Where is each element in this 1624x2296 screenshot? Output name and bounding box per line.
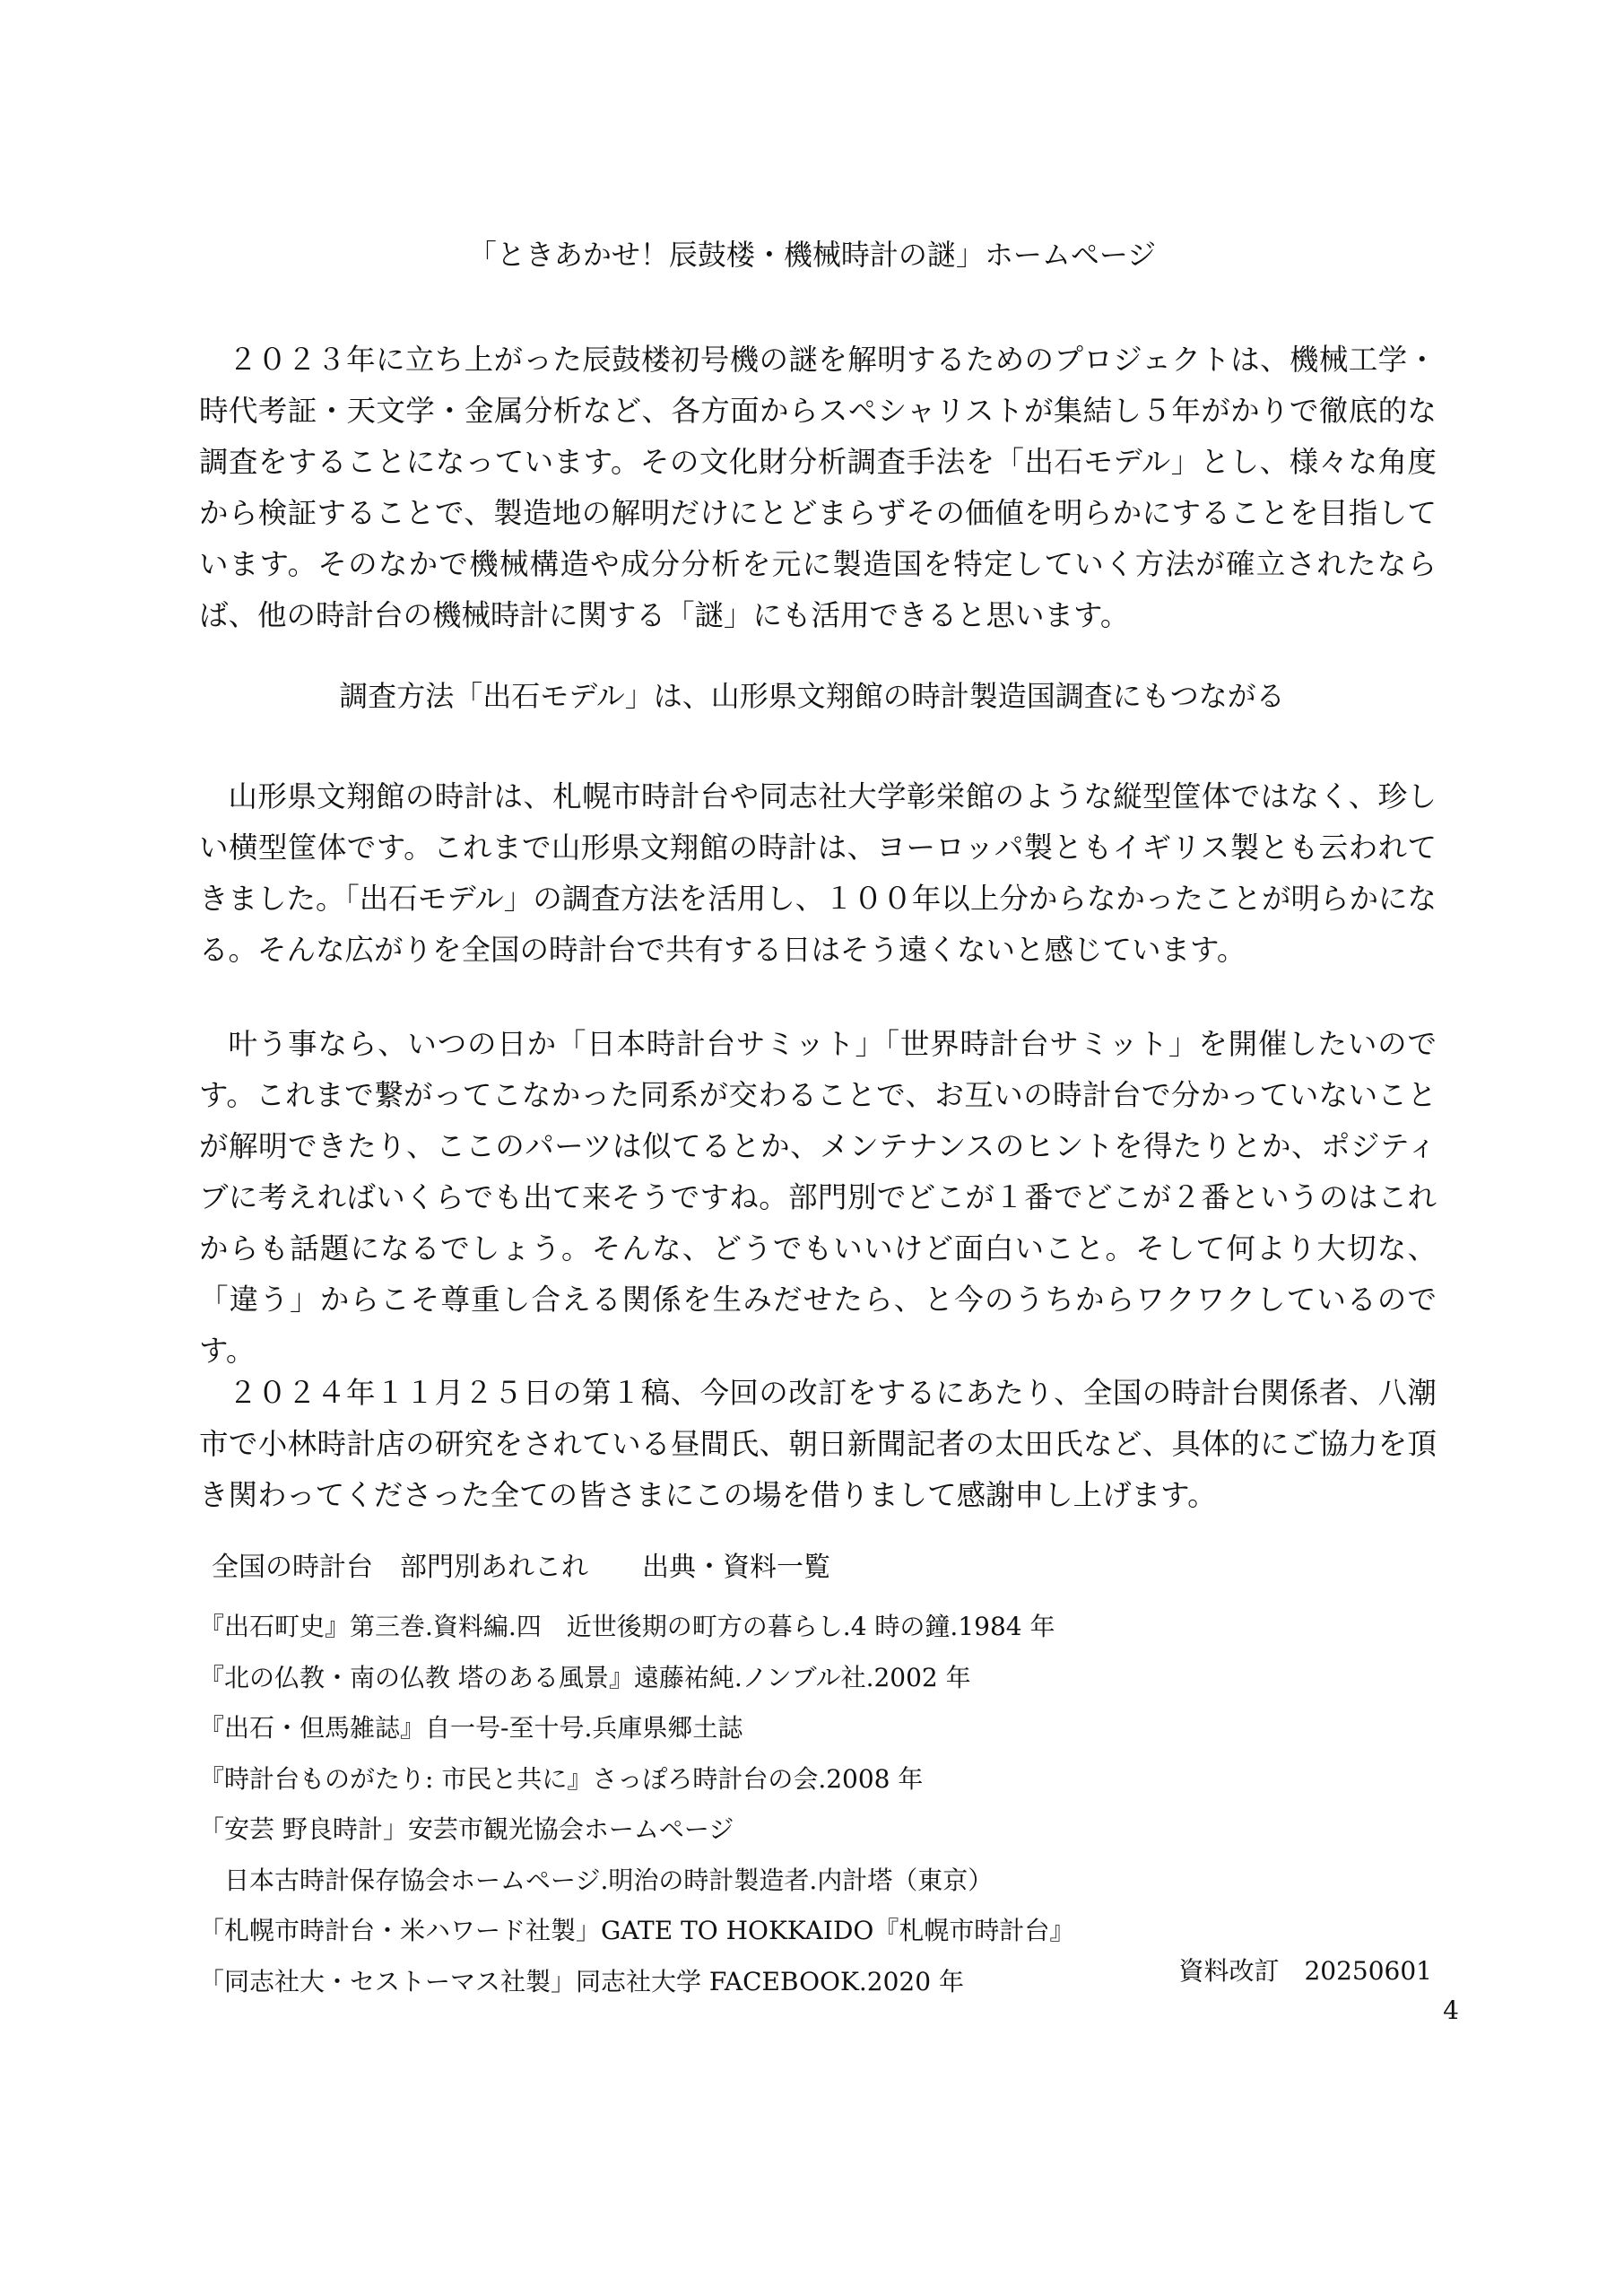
reference-item: 『時計台ものがたり: 市民と共に』さっぽろ時計台の会.2008 年	[199, 1763, 924, 1794]
section-heading: 調査方法「出石モデル」は、山形県文翔館の時計製造国調査にもつながる	[339, 679, 1285, 713]
reference-item: 「安芸 野良時計」安芸市観光協会ホームページ	[199, 1814, 734, 1844]
intro-paragraph: ２０２３年に立ち上がった辰鼓楼初号機の謎を解明するためのプロジェクトは、機械工学・時代考証・天文学・金属分析など、各方面からスペシャリストが集結し５年がかりで徹底的な調査をすることになっています。その文化財分析調査手法を「出石モデル」とし、様々な角度から検証することで、製造地の解明だけにとどまらずその価値を明らかにすることを目指しています。そのなかで機械構造や成分分析を元に製造国を特定していく方法が確立されたならば、他の時計台の機械時計に関する「謎」にも活用できると思います。	[199, 343, 1437, 632]
references-title: 全国の時計台 部門別あれこれ 出典・資料一覧	[212, 1552, 830, 1583]
references-list	[199, 1602, 1455, 2007]
paragraph-acknowledgements: ２０２４年１１月２５日の第１稿、今回の改訂をするにあたり、全国の時計台関係者、八潮市で小林時計店の研究をされている昼間氏、朝日新聞記者の太田氏など、具体的にご協力を頂き関わってくださった全ての皆さまにこの場を借りまして感謝申し上げます。	[199, 1376, 1437, 1512]
reference-item: 『出石町史』第三巻.資料編.四 近世後期の町方の暮らし.4 時の鐘.1984 年	[199, 1612, 1055, 1641]
reference-item: 日本古時計保存協会ホームページ.明治の時計製造者.内計塔（東京）	[199, 1865, 994, 1895]
reference-item: 『北の仏教・南の仏教 塔のある風景』遠藤祐純.ノンブル社.2002 年	[199, 1662, 971, 1692]
paragraph-shoukan: 山形県文翔館の時計は、札幌市時計台や同志社大学彰栄館のような縦型筐体ではなく、珍しい横型筐体です。これまで山形県文翔館の時計は、ヨーロッパ製ともイギリス製とも云われてきました。「出石モデル」の調査方法を活用し、１００年以上分からなかったことが明らかになる。そんな広がりを全国の時計台で共有する日はそう遠くないと感じています。	[199, 779, 1437, 967]
reference-item: 「札幌市時計台・米ハワード社製」GATE TO HOKKAIDO『札幌市時計台』	[199, 1916, 1075, 1945]
revision-date: 資料改訂 20250601	[1178, 1956, 1432, 1986]
reference-item: 『出石・但馬雑誌』自一号-至十号.兵庫県郷土誌	[199, 1713, 743, 1743]
reference-item: 「同志社大・セストーマス社製」同志社大学 FACEBOOK.2020 年	[199, 1966, 964, 1996]
page-title: 「ときあかせ！辰鼓楼・機械時計の謎」ホームページ	[467, 238, 1157, 272]
paragraph-summit: 叶う事なら、いつの日か「日本時計台サミット」「世界時計台サミット」を開催したいのです。これまで繋がってこなかった同系が交わることで、お互いの時計台で分かっていないことが解明できたり、ここのパーツは似てるとか、メンテナンスのヒントを得たりとか、ポジティブに考えればいくらでも出て来そうですね。部門別でどこが１番でどこが２番というのはこれからも話題になるでしょう。そんな、どうでもいいけど面白いこと。そして何より大切な、「違う」からこそ尊重し合える関係を生みだせたら、と今のうちからワクワクしているのです。	[199, 1027, 1437, 1368]
page-number: 4	[1443, 1996, 1459, 2025]
